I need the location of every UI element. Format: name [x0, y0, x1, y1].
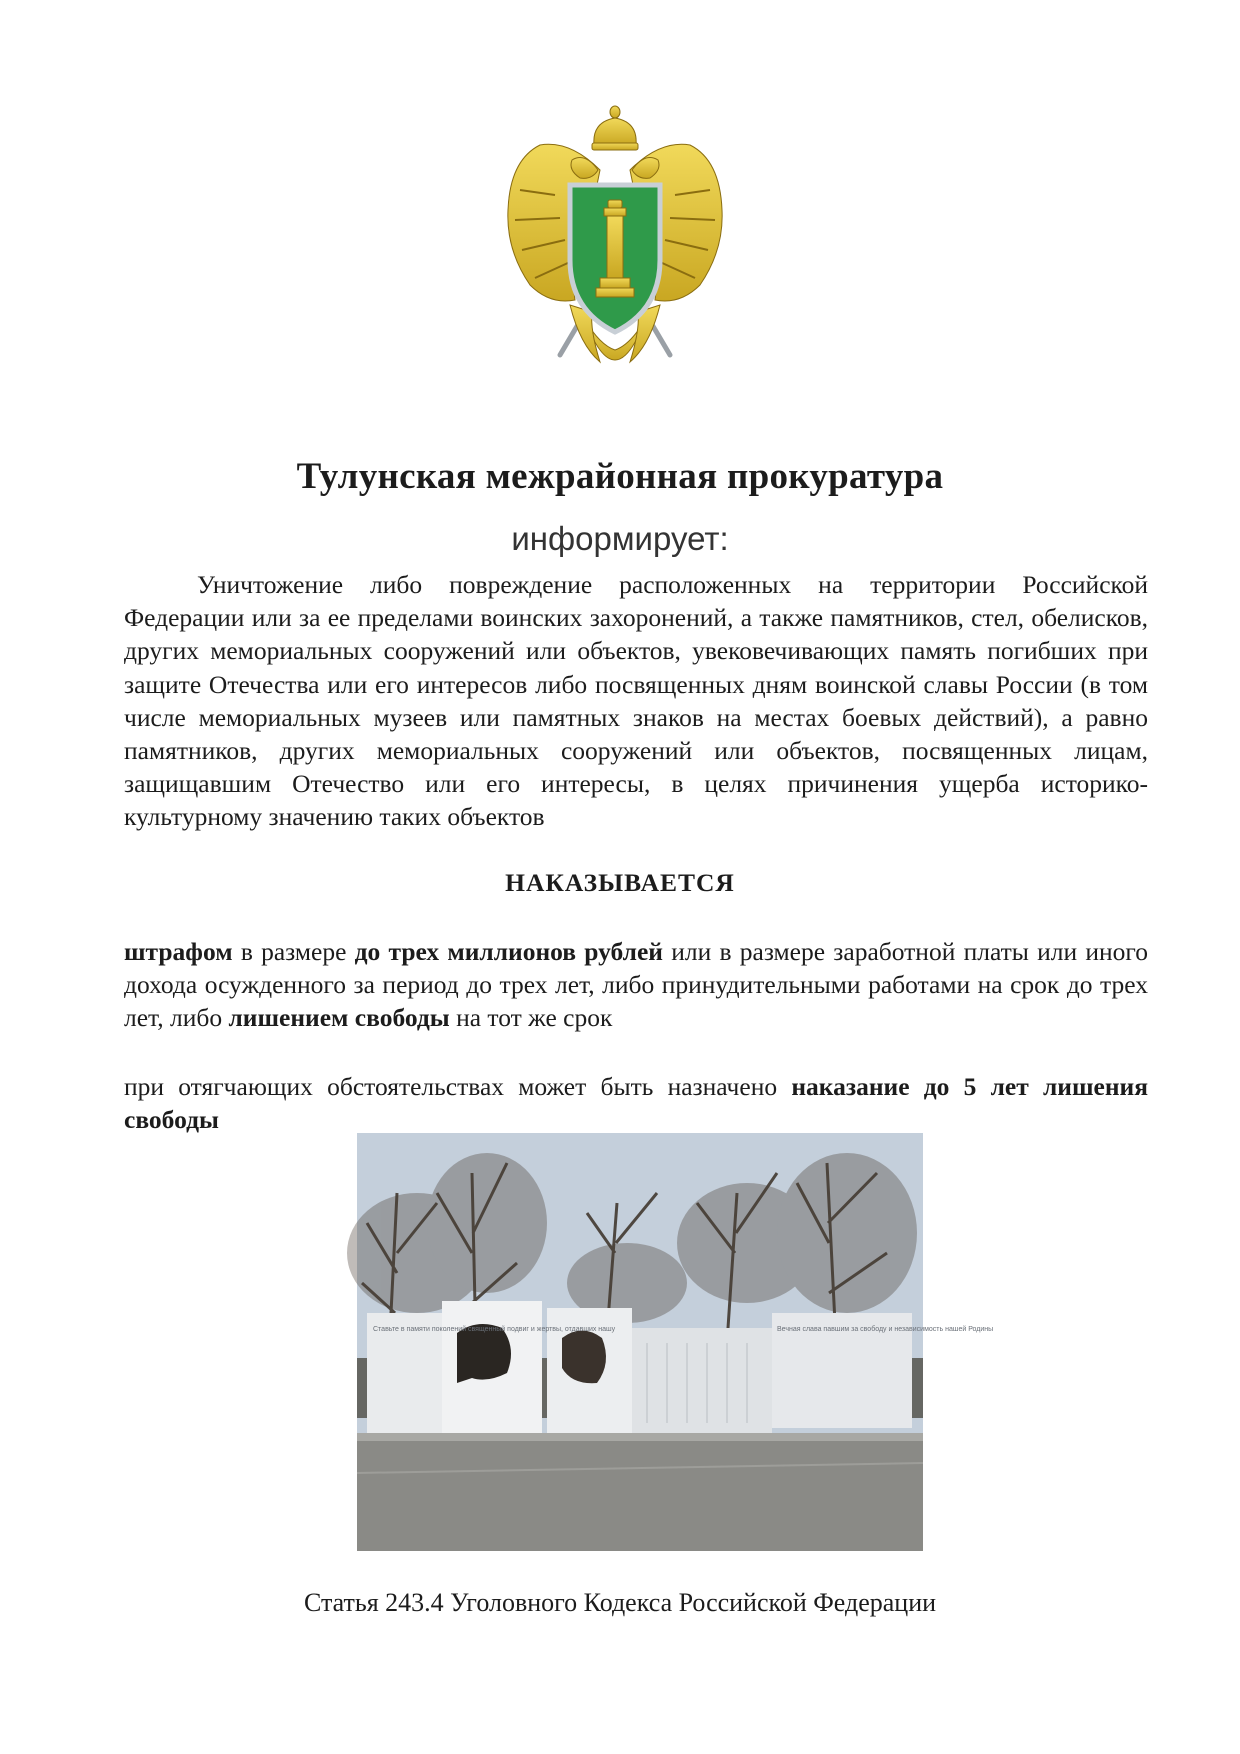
penalty-paragraph — [124, 935, 1148, 1035]
aggravated-term: наказание до 5 лет лишения свободы — [124, 1072, 1149, 1135]
penalty-text-2: или в размере заработной платы или иного дохода осужденного за период до трех лет, либо принудительными работами на срок до трех лет, либо — [124, 937, 1148, 1033]
prosecutor-emblem-icon — [500, 100, 730, 400]
penalty-imprisonment: лишением свободы — [228, 1003, 450, 1033]
legal-reference-caption: Статья 243.4 Уголовного Кодекса Российской Федерации — [303, 1588, 937, 1617]
offense-description: Уничтожение либо повреждение расположенных на территории Российской Федерации или за ее пределами воинских захоронений, а также памятников, стел, обелисков, других мемориальных сооружений или объектов, увековечивающих память погибших при защите Отечества или его интересов либо посвященных дням воинской славы России (в том числе мемориальных музеев или памятных знаков на местах боевых действий), а равно памятников, других мемориальных сооружений или объектов, посвященных лицам, защищавшим Отечество или его интересы, в целях причинения ущерба историко-культурному значению таких объектов — [124, 570, 1148, 832]
memorial-photo — [357, 1133, 994, 1551]
memorial-right-inscription: Вечная слава павшим за свободу и независимость нашей Родины — [777, 1326, 994, 1333]
penalty-text-1: в размере — [232, 937, 355, 966]
page-subtitle: информирует: — [511, 520, 729, 557]
penalty-text-3: на тот же срок — [449, 1003, 613, 1033]
penalty-fine-amount: до трех миллионов рублей — [354, 937, 663, 966]
aggravated-penalty-paragraph — [124, 1070, 1148, 1136]
memorial-left-inscription: Ставьте в памяти поколений священный подвиг и жертвы, отдавших нашу — [373, 1326, 616, 1333]
penalty-heading: НАКАЗЫВАЕТСЯ — [505, 868, 735, 897]
aggravated-text: при отягчающих обстоятельствах может быть назначено — [124, 1072, 792, 1101]
page-title: Тулунская межрайонная прокуратура — [296, 456, 944, 497]
penalty-fine-word: штрафом — [124, 937, 233, 966]
